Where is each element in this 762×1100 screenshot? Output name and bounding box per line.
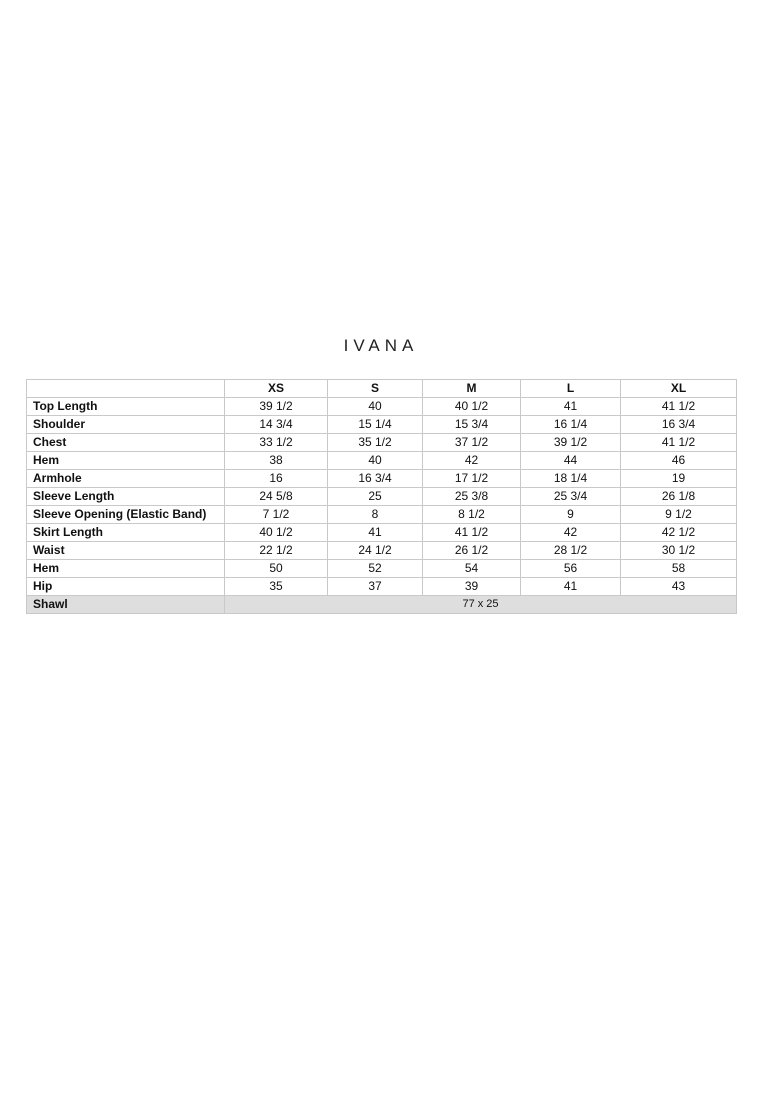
measurement-cell: 41 [521, 398, 621, 416]
table-row [27, 434, 737, 452]
measurement-cell: 41 [521, 578, 621, 596]
measurement-cell: 40 [328, 452, 423, 470]
table-row [27, 488, 737, 506]
measurement-cell: 42 [521, 524, 621, 542]
header-row [27, 380, 737, 398]
measurement-cell: 14 3/4 [225, 416, 328, 434]
measurement-cell: 16 [225, 470, 328, 488]
table-row [27, 452, 737, 470]
measurement-cell: 35 [225, 578, 328, 596]
row-label: Hip [27, 578, 225, 596]
row-label: Shoulder [27, 416, 225, 434]
measurement-cell: 41 1/2 [423, 524, 521, 542]
row-label: Waist [27, 542, 225, 560]
measurement-cell: 39 [423, 578, 521, 596]
measurement-cell: 40 1/2 [225, 524, 328, 542]
measurement-cell: 37 1/2 [423, 434, 521, 452]
measurement-cell: 41 [328, 524, 423, 542]
measurement-cell: 42 [423, 452, 521, 470]
measurement-cell: 17 1/2 [423, 470, 521, 488]
measurement-cell: 33 1/2 [225, 434, 328, 452]
measurement-cell: 56 [521, 560, 621, 578]
measurement-cell: 16 3/4 [328, 470, 423, 488]
size-header-m: M [423, 380, 521, 398]
measurement-cell: 26 1/2 [423, 542, 521, 560]
measurement-cell: 18 1/4 [521, 470, 621, 488]
measurement-cell: 43 [621, 578, 737, 596]
measurement-cell: 25 3/8 [423, 488, 521, 506]
measurement-cell: 8 1/2 [423, 506, 521, 524]
page-title: IVANA [343, 336, 419, 355]
measurement-cell: 35 1/2 [328, 434, 423, 452]
measurement-cell: 7 1/2 [225, 506, 328, 524]
row-label: Shawl [27, 596, 225, 614]
measurement-cell: 15 3/4 [423, 416, 521, 434]
table-row-shawl [27, 596, 737, 614]
measurement-cell: 19 [621, 470, 737, 488]
measurement-cell: 28 1/2 [521, 542, 621, 560]
row-label: Sleeve Length [27, 488, 225, 506]
measurement-cell: 54 [423, 560, 521, 578]
measurement-cell: 50 [225, 560, 328, 578]
measurement-cell: 52 [328, 560, 423, 578]
size-header-l: L [521, 380, 621, 398]
measurement-cell: 24 1/2 [328, 542, 423, 560]
measurement-cell: 37 [328, 578, 423, 596]
table-row [27, 524, 737, 542]
measurement-cell: 40 [328, 398, 423, 416]
measurement-cell: 16 3/4 [621, 416, 737, 434]
measurement-cell: 26 1/8 [621, 488, 737, 506]
table-row [27, 542, 737, 560]
table-row [27, 470, 737, 488]
table-row [27, 506, 737, 524]
row-label: Hem [27, 560, 225, 578]
row-label: Top Length [27, 398, 225, 416]
measurement-cell: 30 1/2 [621, 542, 737, 560]
measurement-cell: 38 [225, 452, 328, 470]
measurement-cell: 39 1/2 [521, 434, 621, 452]
measurement-cell: 25 3/4 [521, 488, 621, 506]
measurement-cell: 15 1/4 [328, 416, 423, 434]
measurement-cell: 58 [621, 560, 737, 578]
measurement-cell: 8 [328, 506, 423, 524]
measurement-cell: 41 1/2 [621, 398, 737, 416]
measurement-cell: 25 [328, 488, 423, 506]
measurement-cell: 42 1/2 [621, 524, 737, 542]
size-header-xl: XL [621, 380, 737, 398]
measurement-cell: 16 1/4 [521, 416, 621, 434]
measurement-cell: 24 5/8 [225, 488, 328, 506]
measurement-cell: 9 [521, 506, 621, 524]
measurement-cell: 44 [521, 452, 621, 470]
size-header-s: S [328, 380, 423, 398]
row-label: Chest [27, 434, 225, 452]
table-row [27, 416, 737, 434]
measurement-cell: 41 1/2 [621, 434, 737, 452]
measurement-cell: 9 1/2 [621, 506, 737, 524]
row-label: Sleeve Opening (Elastic Band) [27, 506, 225, 524]
measurement-cell: 22 1/2 [225, 542, 328, 560]
row-label: Armhole [27, 470, 225, 488]
row-label: Hem [27, 452, 225, 470]
table-row [27, 560, 737, 578]
measurement-cell: 40 1/2 [423, 398, 521, 416]
measurement-cell: 39 1/2 [225, 398, 328, 416]
size-header-xs: XS [225, 380, 328, 398]
table-row [27, 398, 737, 416]
size-chart-table [26, 379, 737, 614]
shawl-value: 77 x 25 [225, 596, 737, 614]
measurement-cell: 46 [621, 452, 737, 470]
corner-cell [27, 380, 225, 398]
table-row [27, 578, 737, 596]
row-label: Skirt Length [27, 524, 225, 542]
